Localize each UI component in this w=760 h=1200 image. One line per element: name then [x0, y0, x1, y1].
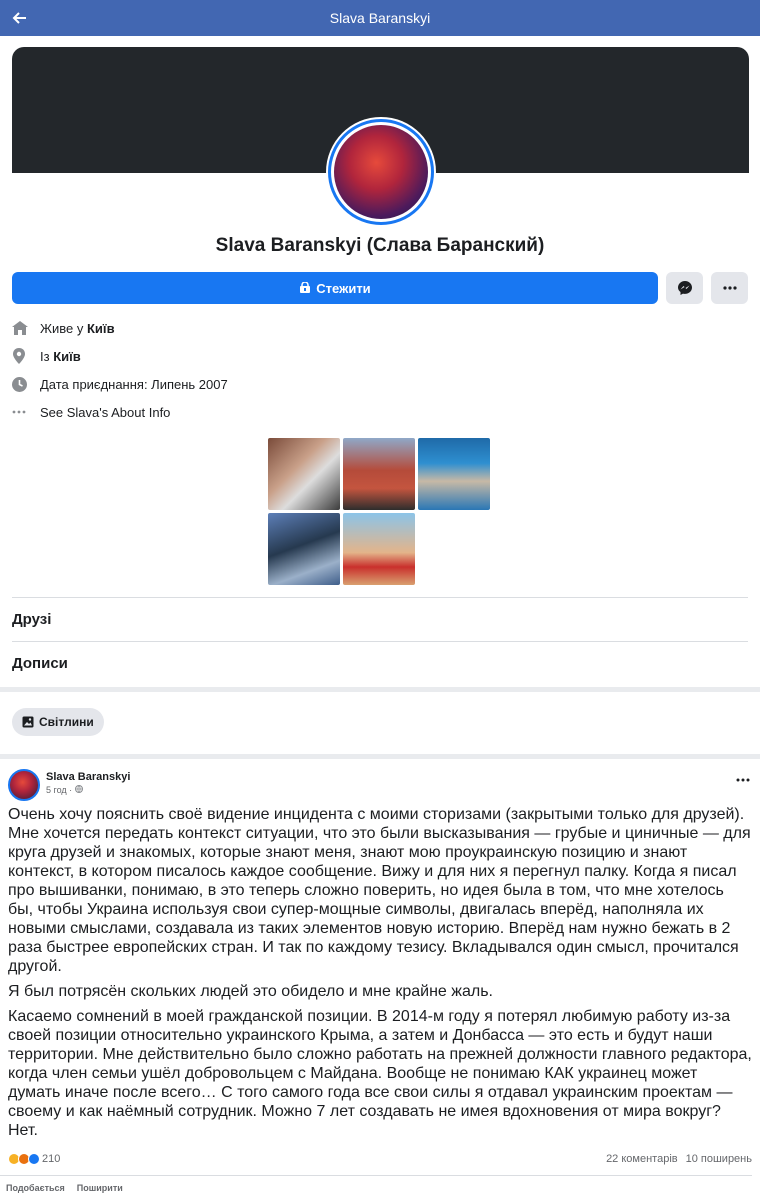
- post-author[interactable]: Slava Baranskyi: [46, 771, 131, 783]
- messenger-icon: [677, 280, 693, 296]
- more-icon: [723, 286, 737, 290]
- featured-photo[interactable]: [268, 438, 340, 510]
- reactions-bar: [0, 1146, 760, 1168]
- photos-chip-label: Світлини: [39, 715, 94, 729]
- top-bar: [0, 0, 760, 36]
- photos-chip[interactable]: [12, 708, 104, 736]
- ellipsis-icon: [12, 410, 40, 414]
- arrow-left-icon[interactable]: [8, 6, 32, 30]
- post-paragraph: Касаемо сомнений в моей гражданской позиции. В 2014-м году я потерял любимую работу из-за своей позиции относительно украинского Крыма, а затем и Донбасса — это есть и будут наши территории. Мне действительно было сложно работать на прежней должности главного редактора, когда член семьи ушёл добровольцем с Майдана. Вообще не понимаю КАК украинец может думать иначе после всего… С того самого года все свои силы я отдавал украинским проектам — своему и как наёмный сотрудник. Можно 7 лет создавать не имея вдохновения от мира вокруг? Нет.: [8, 1008, 752, 1139]
- shares-count[interactable]: 10 поширень: [685, 1153, 752, 1165]
- intro-info: [0, 304, 760, 426]
- share-button[interactable]: Поширити: [76, 1182, 123, 1193]
- photo-icon: [22, 716, 34, 728]
- like-button[interactable]: Подобається: [6, 1182, 65, 1193]
- more-button[interactable]: [711, 272, 748, 304]
- featured-photo[interactable]: [268, 513, 340, 585]
- featured-photo[interactable]: [343, 513, 415, 585]
- from-row: [12, 342, 748, 370]
- profile-picture: [334, 125, 428, 219]
- post-options-icon[interactable]: [736, 769, 750, 787]
- about-link[interactable]: See Slava's About Info: [40, 404, 171, 420]
- from-prefix: Із: [40, 348, 50, 364]
- friends-section[interactable]: Друзі: [12, 597, 748, 641]
- post-actions: [0, 1175, 752, 1199]
- posts-section[interactable]: Дописи: [12, 641, 748, 685]
- about-row[interactable]: [12, 398, 748, 426]
- post-timestamp[interactable]: 5 год ·: [46, 785, 73, 795]
- messenger-button[interactable]: [666, 272, 703, 304]
- filter-bar: [0, 692, 760, 752]
- post-paragraph: Я был потрясён скольких людей это обидело и мне крайне жаль.: [8, 983, 493, 1000]
- post-avatar[interactable]: [8, 769, 40, 801]
- joined-text: Дата приєднання: Липень 2007: [40, 376, 228, 392]
- follow-button[interactable]: [12, 272, 658, 304]
- post-time: [46, 785, 130, 795]
- reactions-summary[interactable]: [8, 1153, 60, 1165]
- home-icon: [12, 321, 40, 335]
- profile-sections: [12, 597, 748, 685]
- lives-city[interactable]: Київ: [87, 320, 115, 336]
- avatar[interactable]: [326, 117, 436, 227]
- reactions-count: 210: [42, 1153, 61, 1165]
- post: [0, 759, 760, 1199]
- globe-icon: [75, 785, 83, 793]
- lives-prefix: Живе у: [40, 320, 84, 336]
- post-body: [0, 805, 760, 1140]
- follow-label: Стежити: [316, 280, 371, 296]
- location-pin-icon: [12, 348, 40, 364]
- from-city[interactable]: Київ: [53, 348, 81, 364]
- like-reaction-icon: [28, 1153, 40, 1165]
- follow-icon: [299, 282, 311, 294]
- profile-name: Slava Baranskyi (Слава Баранский): [215, 235, 545, 256]
- page-title: Slava Baranskyi: [329, 10, 431, 26]
- post-header: [0, 759, 760, 805]
- comments-count[interactable]: 22 коментарів: [606, 1153, 678, 1165]
- profile-header: [0, 36, 760, 266]
- clock-icon: [12, 377, 40, 392]
- profile-actions: [0, 272, 760, 304]
- lives-in-row: [12, 314, 748, 342]
- joined-row: [12, 370, 748, 398]
- post-paragraph: Очень хочу пояснить своё видение инцидента с моими сторизами (закрытыми только для друзей). Мне хочется передать контекст ситуации, что это были высказывания — грубые и циничные — для круга друзей и знакомых, которые знают меня, знают мою проукраинскую позицию и знают контекст, в котором писалось каждое сообщение. Вижу и для них я перегнул палку. Когда я писал про вышиванки, понимаю, в это теперь сложно поверить, но идея была в том, что мне хотелось бы, чтобы Украина используя свои супер-мощные символы, двигалась вперёд, наполняла их новыми смыслами, создавала из таких элементов новую историю. Вперёд нам нужно бежать в 2 раза быстрее европейских стран. И так по каждому тезису. Вкладывался один смысл, прочитался другой.: [8, 806, 751, 975]
- featured-photos: [268, 438, 492, 585]
- featured-photo[interactable]: [343, 438, 415, 510]
- featured-photo[interactable]: [418, 438, 490, 510]
